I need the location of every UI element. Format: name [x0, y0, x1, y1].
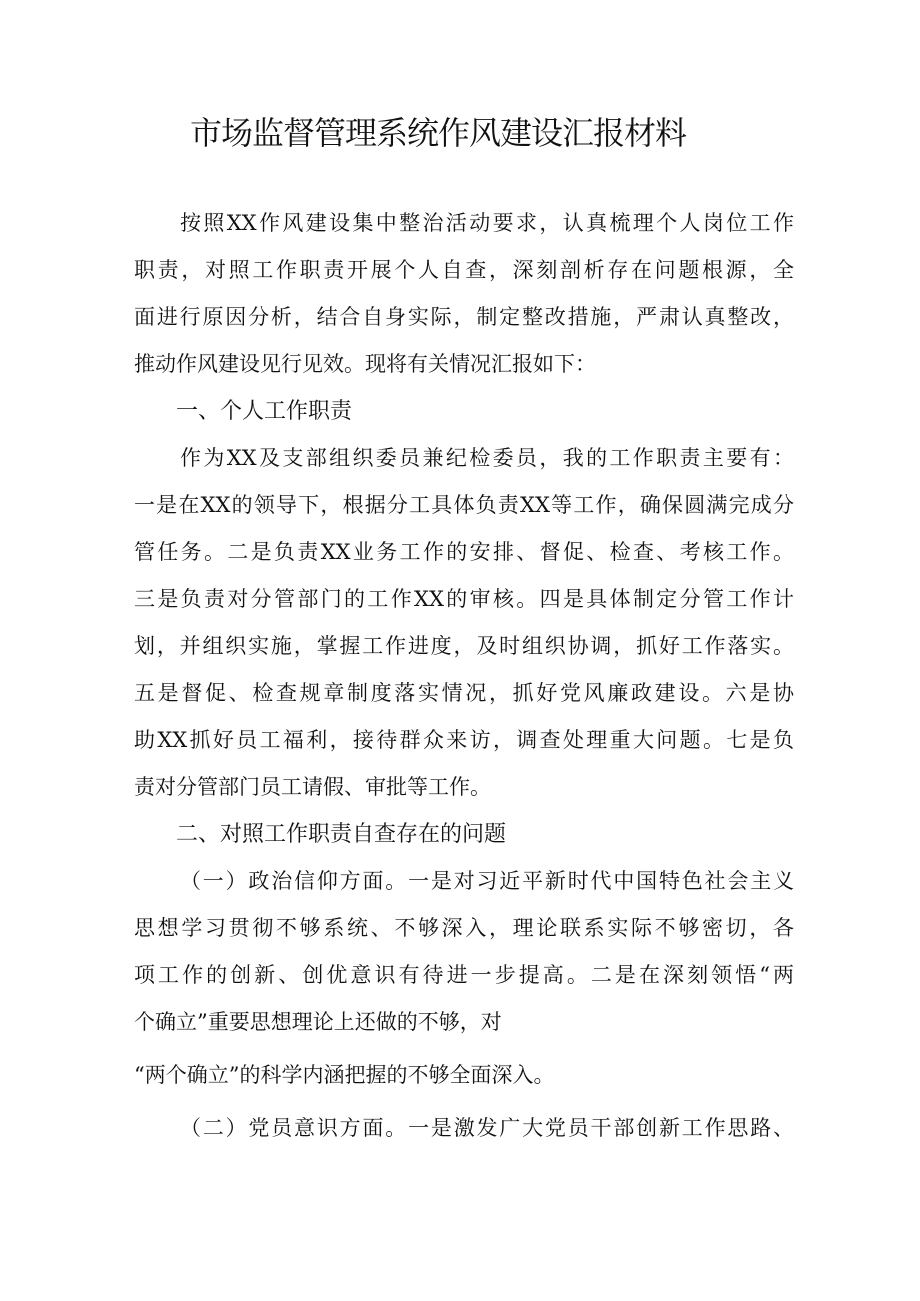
paragraph-line: 面进行原因分析，结合自身实际，制定整改措施，严肃认真整改， [134, 305, 794, 329]
paragraph-line: 一是在XX的领导下，根据分工具体负责XX等工作，确保圆满完成分 [134, 493, 794, 517]
paragraph-line: 按照XX作风建设集中整治活动要求，认真梳理个人岗位工作 [180, 211, 794, 235]
paragraph-line: 思想学习贯彻不够系统、不够深入，理论联系实际不够密切，各 [134, 916, 794, 940]
paragraph-line: （二）党员意识方面。一是激发广大党员干部创新工作思路、 [180, 1116, 794, 1140]
paragraph-line: 助XX抓好员工福利，接待群众来访，调查处理重大问题。七是负 [134, 728, 794, 752]
document-body [134, 200, 794, 1152]
paragraph-line: 推动作风建设见行见效。现将有关情况汇报如下： [134, 352, 596, 376]
section-heading: 二、对照工作职责自查存在的问题 [176, 822, 507, 847]
section-heading: 一、个人工作职责 [176, 399, 353, 424]
paragraph-line: 划，并组织实施，掌握工作进度，及时组织协调，抓好工作落实。 [134, 634, 794, 658]
paragraph-line: （一）政治信仰方面。一是对习近平新时代中国特色社会主义 [180, 869, 794, 893]
paragraph-line: 个确立”重要思想理论上还做的不够，对 [134, 1010, 502, 1034]
paragraph-line: 项工作的创新、创优意识有待进一步提高。二是在深刻领悟“两 [134, 963, 794, 987]
paragraph-line: 三是负责对分管部门的工作XX的审核。四是具体制定分管工作计 [134, 587, 794, 611]
document-title: 市场监督管理系统作风建设汇报材料 [189, 114, 686, 152]
paragraph-line: 职责，对照工作职责开展个人自查，深刻剖析存在问题根源，全 [134, 258, 794, 282]
paragraph-line: “两个确立”的科学内涵把握的不够全面深入。 [134, 1063, 555, 1087]
paragraph-line: 责对分管部门员工请假、审批等工作。 [134, 775, 491, 799]
paragraph-line: 作为XX及支部组织委员兼纪检委员，我的工作职责主要有： [180, 446, 794, 470]
paragraph-line: 五是督促、检查规章制度落实情况，抓好党风廉政建设。六是协 [134, 681, 794, 705]
paragraph-line: 管任务。二是负责XX业务工作的安排、督促、检查、考核工作。 [134, 540, 794, 564]
